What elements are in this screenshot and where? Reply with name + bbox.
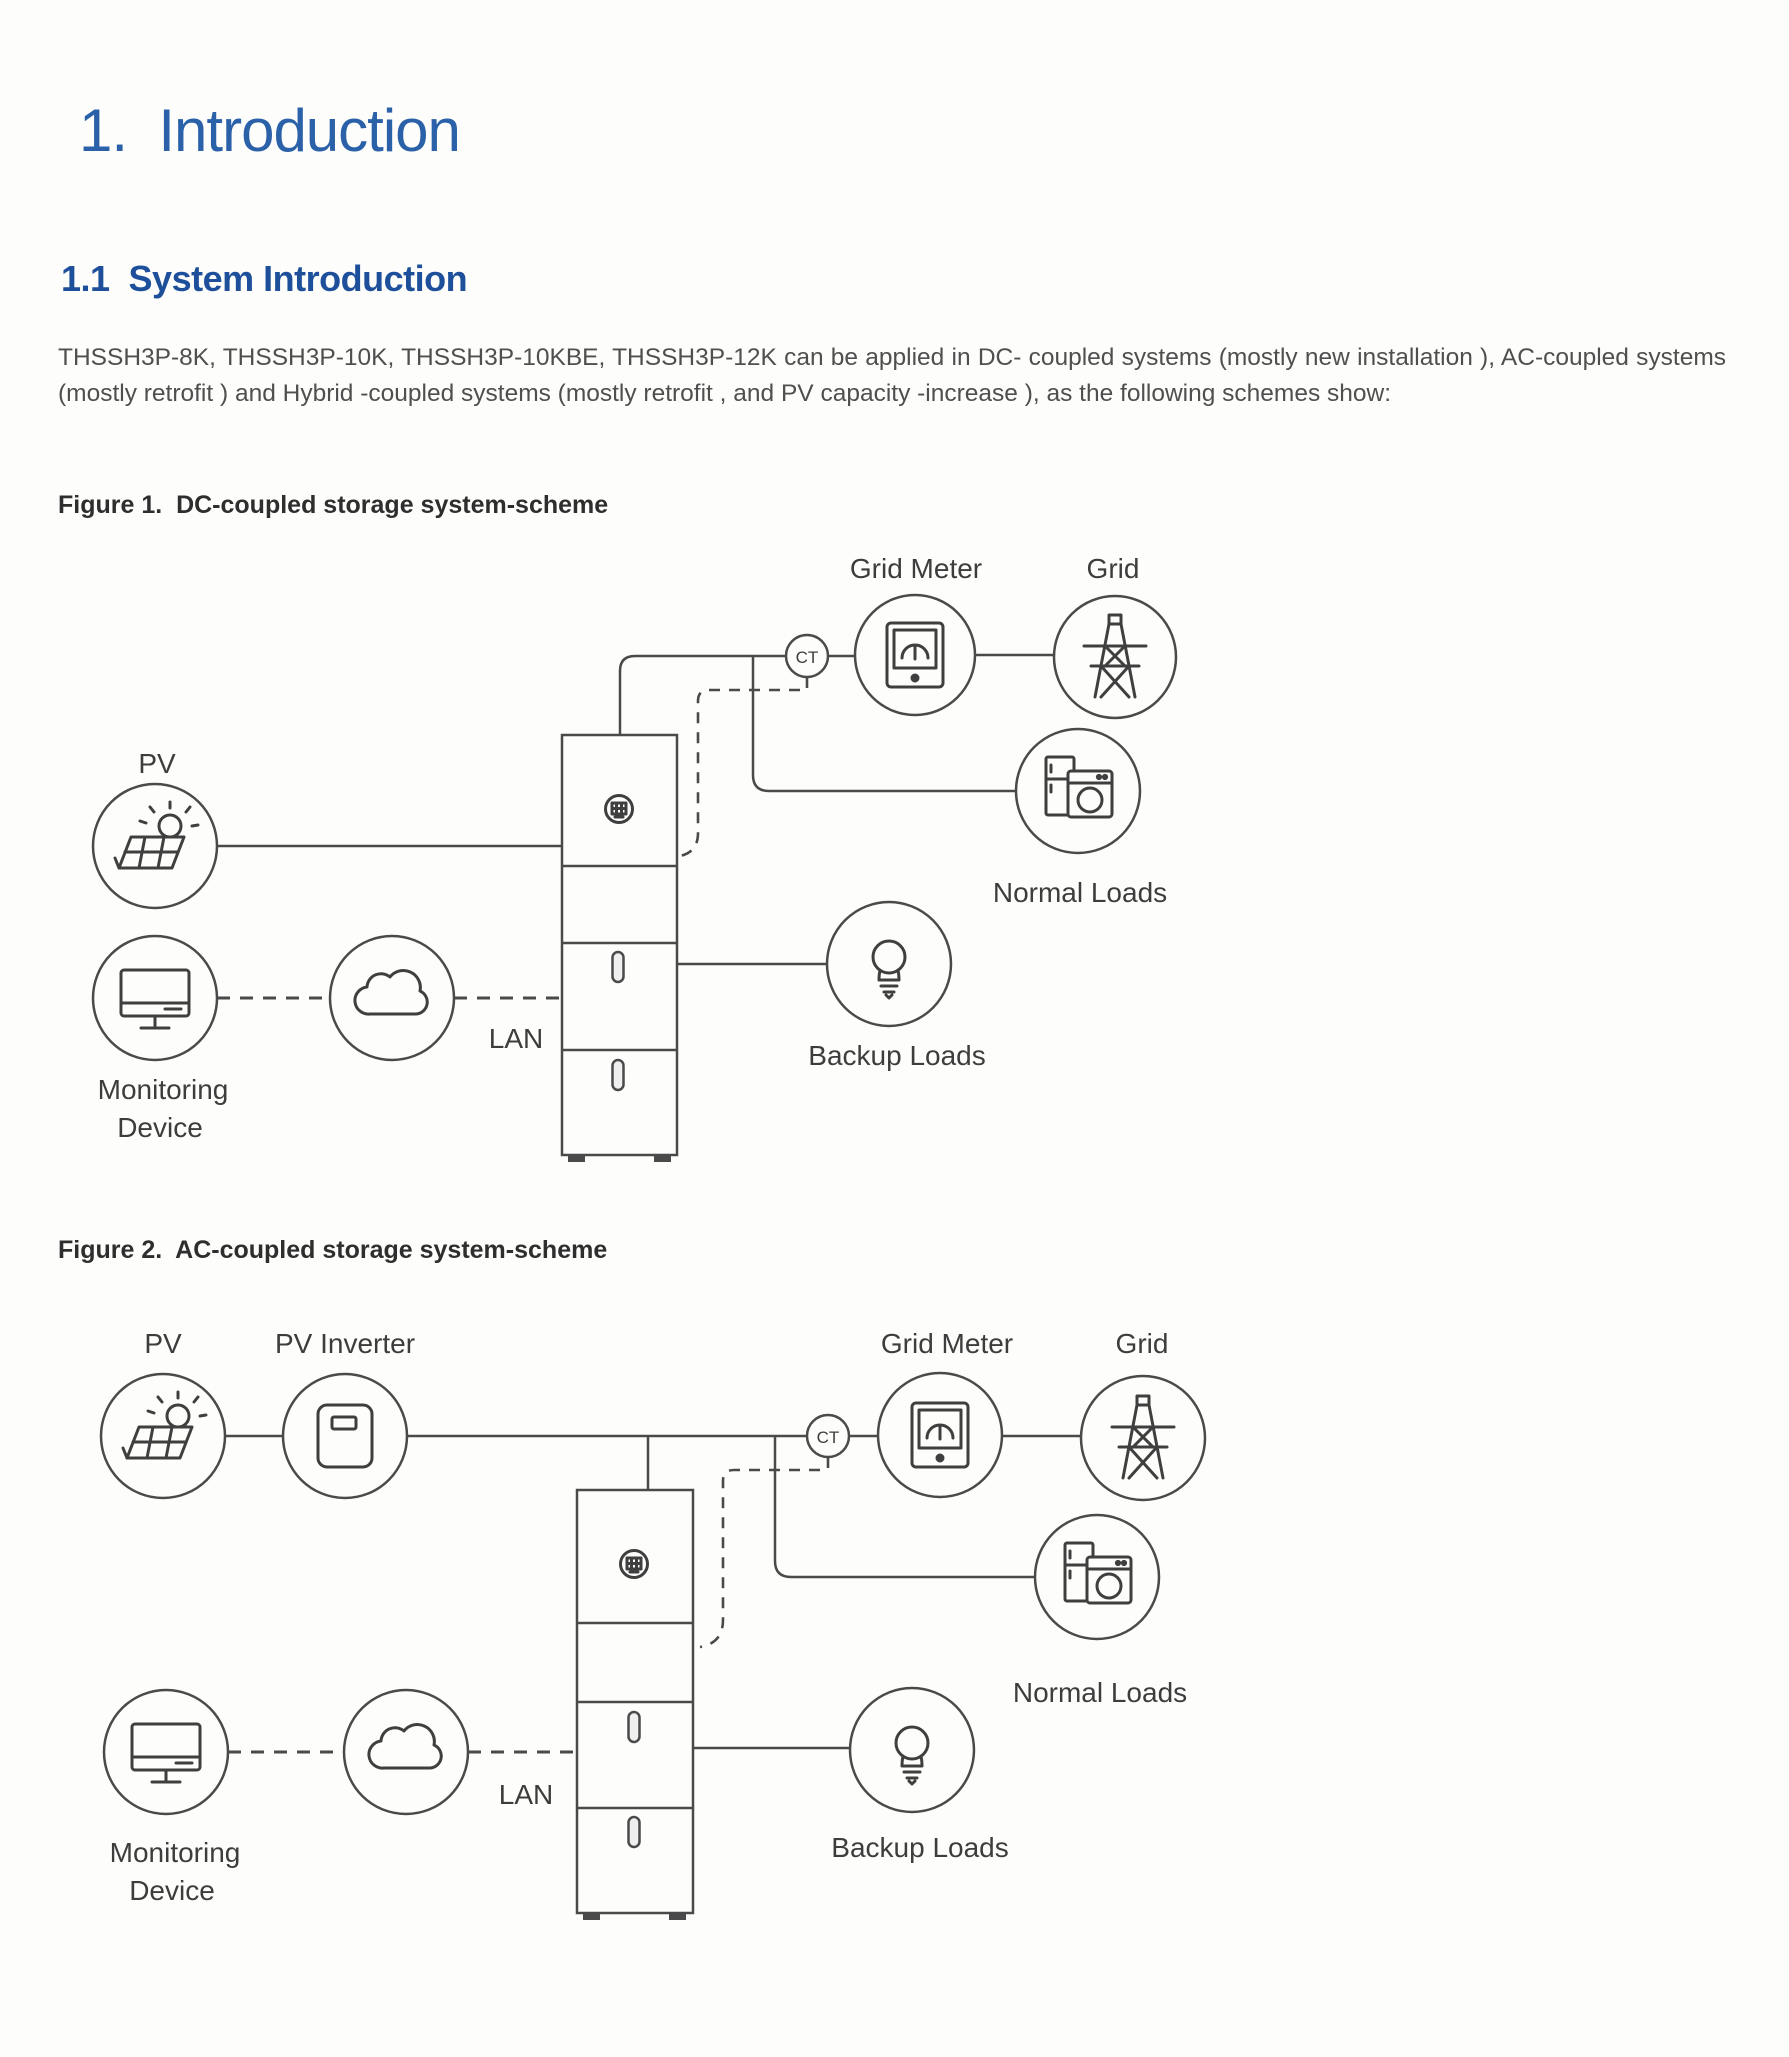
- storage-stack: [577, 1490, 693, 1920]
- backup-loads-node: [850, 1688, 974, 1812]
- pv-inverter-label: PV Inverter: [274, 1328, 416, 1359]
- ct-label: CT: [816, 1428, 840, 1447]
- figure1-diagram: [0, 540, 1789, 1230]
- figure1-caption: Figure 1. DC-coupled storage system-scheme: [58, 491, 609, 519]
- battery-handle: [613, 952, 624, 982]
- pv-node: [101, 1374, 225, 1498]
- monitoring-device-node: [93, 936, 217, 1060]
- cloud-node: [344, 1690, 468, 1814]
- battery-handle: [629, 1712, 640, 1742]
- grid-meter-label: Grid Meter: [880, 1328, 1014, 1359]
- grid-meter-node: [878, 1373, 1002, 1497]
- pv-node: [93, 784, 217, 908]
- cloud-node: [330, 936, 454, 1060]
- battery-handle: [629, 1817, 640, 1847]
- monitoring-label-line2: Device: [117, 1112, 203, 1143]
- lan-label: LAN: [488, 1023, 544, 1054]
- stack-foot: [654, 1155, 671, 1162]
- pv-label: PV: [144, 1328, 182, 1359]
- pv-label: PV: [138, 748, 176, 779]
- backup-loads-label: Backup Loads: [831, 1832, 1009, 1863]
- grid-meter-node: [855, 595, 975, 715]
- figure2-caption: Figure 2. AC-coupled storage system-scheme: [58, 1236, 608, 1264]
- ct-node: [786, 635, 828, 677]
- monitoring-label-line1: Monitoring: [109, 1837, 241, 1868]
- normal-loads-node: [1035, 1515, 1159, 1639]
- grid-node: [1081, 1376, 1205, 1500]
- grid-meter-label: Grid Meter: [849, 553, 983, 584]
- grid-label: Grid: [1086, 553, 1140, 584]
- backup-loads-label: Backup Loads: [808, 1040, 986, 1071]
- backup-loads-node: [827, 902, 951, 1026]
- figure2-diagram: [0, 1290, 1789, 2057]
- storage-stack: [562, 735, 677, 1162]
- normal-loads-label: Normal Loads: [992, 877, 1168, 908]
- stack-foot: [568, 1155, 585, 1162]
- monitoring-label-line2: Device: [129, 1875, 215, 1906]
- lan-label: LAN: [498, 1779, 554, 1810]
- ct-label: CT: [795, 648, 819, 667]
- grid-label: Grid: [1115, 1328, 1169, 1359]
- page-title: 1. Introduction: [79, 97, 460, 164]
- monitoring-device-node: [104, 1690, 228, 1814]
- normal-loads-label: Normal Loads: [1012, 1677, 1188, 1708]
- pv-inverter-node: [283, 1374, 407, 1498]
- grid-node: [1054, 596, 1176, 718]
- battery-handle: [613, 1060, 624, 1090]
- section-heading: 1.1 System Introduction: [61, 258, 468, 299]
- intro-paragraph: THSSH3P-8K, THSSH3P-10K, THSSH3P-10KBE, THSSH3P-12K can be applied in DC- coupled systems (mostly new installation ), AC-coupled systems (mostly retrofit ) and Hybrid -coupled systems (mostly retrofit , and PV capacity -increase ), as the following schemes show:: [58, 344, 1726, 407]
- stack-foot: [583, 1913, 600, 1920]
- monitoring-label-line1: Monitoring: [97, 1074, 229, 1105]
- normal-loads-node: [1016, 729, 1140, 853]
- figure1-dashed-wires: [217, 677, 807, 998]
- ct-node: [807, 1415, 849, 1457]
- figure2-dashed-wires: [228, 1457, 828, 1752]
- stack-foot: [669, 1913, 686, 1920]
